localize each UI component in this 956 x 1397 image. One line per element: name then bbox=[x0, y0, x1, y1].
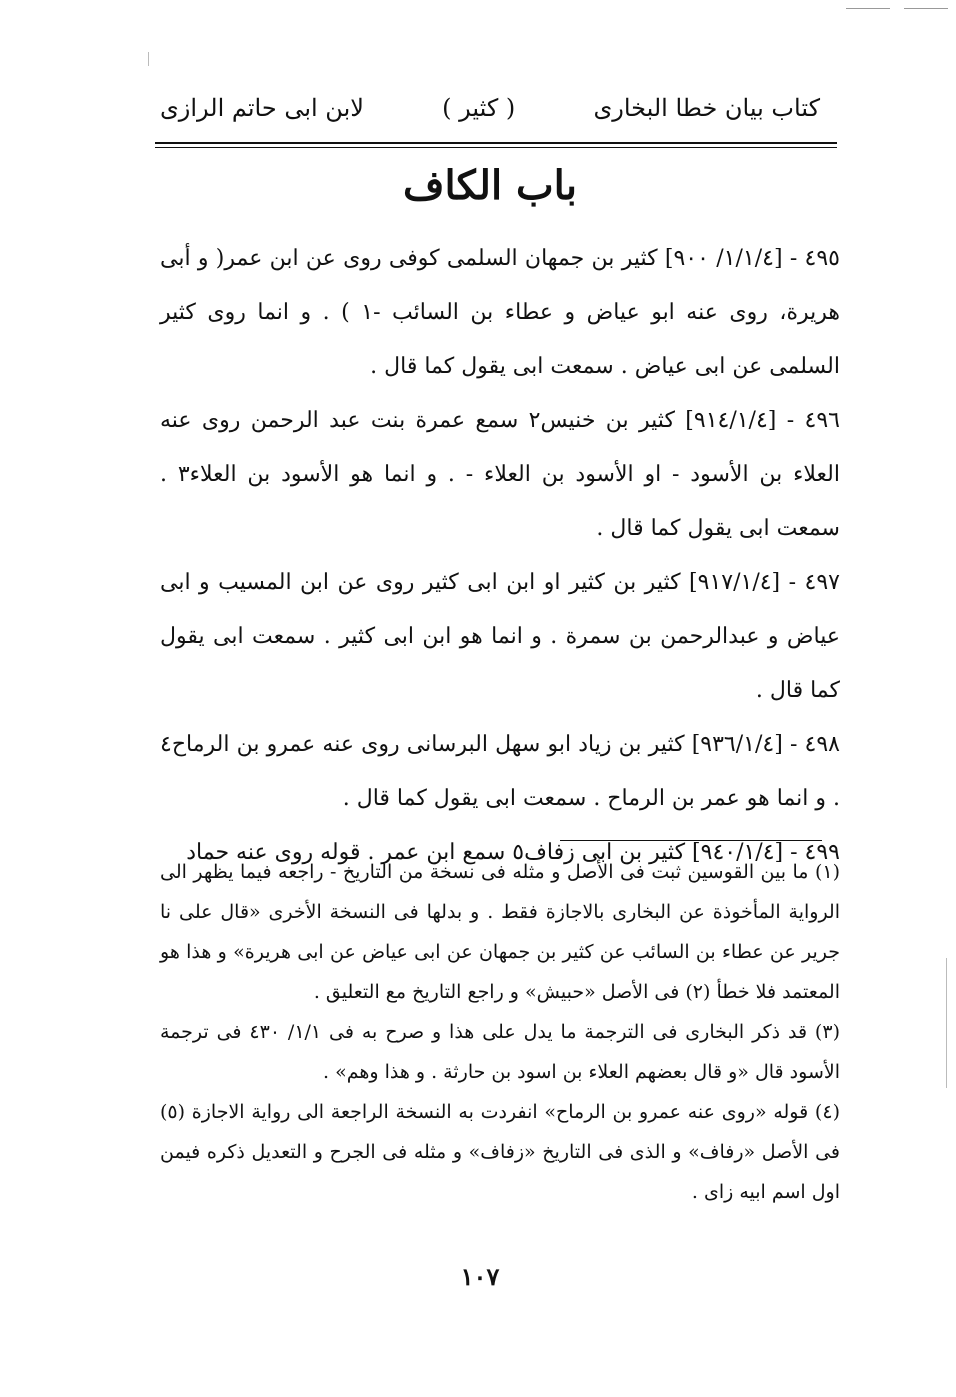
entry-498: ٤٩٨ - [٩٣٦/١/٤] كثير بن زياد ابو سهل البرسانى روى عنه عمرو بن الرماح٤ . و انما هو عمر بن الرماح . سمعت ابى يقول كما قال . bbox=[160, 732, 840, 811]
header-section: ( كثير ) bbox=[442, 94, 516, 122]
entry-496: ٤٩٦ - [٩١٤/١/٤] كثير بن خنيس٢ سمع عمرة بنت عبد الرحمن روى عنه العلاء بن الأسود - او الأسود بن العلاء - . و انما هو الأسود بن العلاء٣ . سمعت ابى يقول كما قال . bbox=[160, 408, 840, 541]
running-header bbox=[160, 88, 820, 128]
header-rule-thin bbox=[155, 147, 837, 148]
scan-mark bbox=[946, 958, 947, 1088]
footnote-1-2: (١) ما بين القوسين ثبت فى الأصل و مثله فى نسخة من التاريخ - راجعه فيما يظهر الى الرواية المأخوذة عن البخارى بالاجازة فقط . و بدلها فى النسخة الأخرى «قال على نا جرير عن عطاء بن السائب عن كثير بن جمهان عن ابى عياض عن ابى هريرة» و هذا هو المعتمد فلا خطأ (٢) فى الأصل «حبيش» و راجع التاريخ مع التعليق . bbox=[160, 861, 840, 1003]
header-rule bbox=[155, 142, 837, 144]
page-number: ١٠٧ bbox=[460, 1262, 500, 1291]
footnote-4-5: (٤) قوله «روى عنه عمرو بن الرماح» انفردت به النسخة الراجعة الى رواية الاجازة (٥) فى الأصل «رفاف» و الذى فى التاريخ «زفاف» و مثله فى الجرح و التعديل ذكره فيمن اول اسم ابيه زاى . bbox=[160, 1101, 840, 1203]
footnote-3: (٣) قد ذكر البخارى فى الترجمة ما يدل على هذا و صرح به فى ١/١/ ٤٣٠ فى ترجمة الأسود قال «و قال بعضهم العلاء بن اسود بن حارثة . و هذا وهم» . bbox=[160, 1021, 840, 1083]
entry-495: ٤٩٥ - [١/١/٤/ ٩٠٠] كثير بن جمهان السلمى كوفى روى عن ابن عمر( و أبى هريرة، روى عنه ابو عياض و عطاء بن السائب -١ ) . و انما روى كثير السلمى عن ابى عياض . سمعت ابى يقول كما قال . bbox=[160, 246, 840, 379]
footnote-rule bbox=[560, 840, 822, 841]
entry-497: ٤٩٧ - [٩١٧/١/٤] كثير بن كثير او ابن ابى كثير روى عن ابن المسيب و ابى عياض و عبدالرحمن بن سمرة . و انما هو ابن ابى كثير . سمعت ابى يقول كما قال . bbox=[160, 570, 840, 703]
header-author: لابن ابى حاتم الرازى bbox=[160, 94, 364, 122]
scan-mark bbox=[846, 8, 890, 9]
scan-mark bbox=[904, 8, 948, 9]
entry-499: ٤٩٩ - [٩٤٠/١/٤] كثير بن ابى زفاف٥ سمع ابن عمر . قوله روى عنه حماد bbox=[186, 840, 840, 865]
footnotes-block bbox=[160, 852, 840, 1212]
scan-mark bbox=[148, 52, 149, 66]
entries-block bbox=[160, 232, 840, 880]
header-book-title: كتاب بيان خطا البخارى bbox=[593, 94, 820, 122]
chapter-title: باب الكاف bbox=[403, 162, 577, 209]
